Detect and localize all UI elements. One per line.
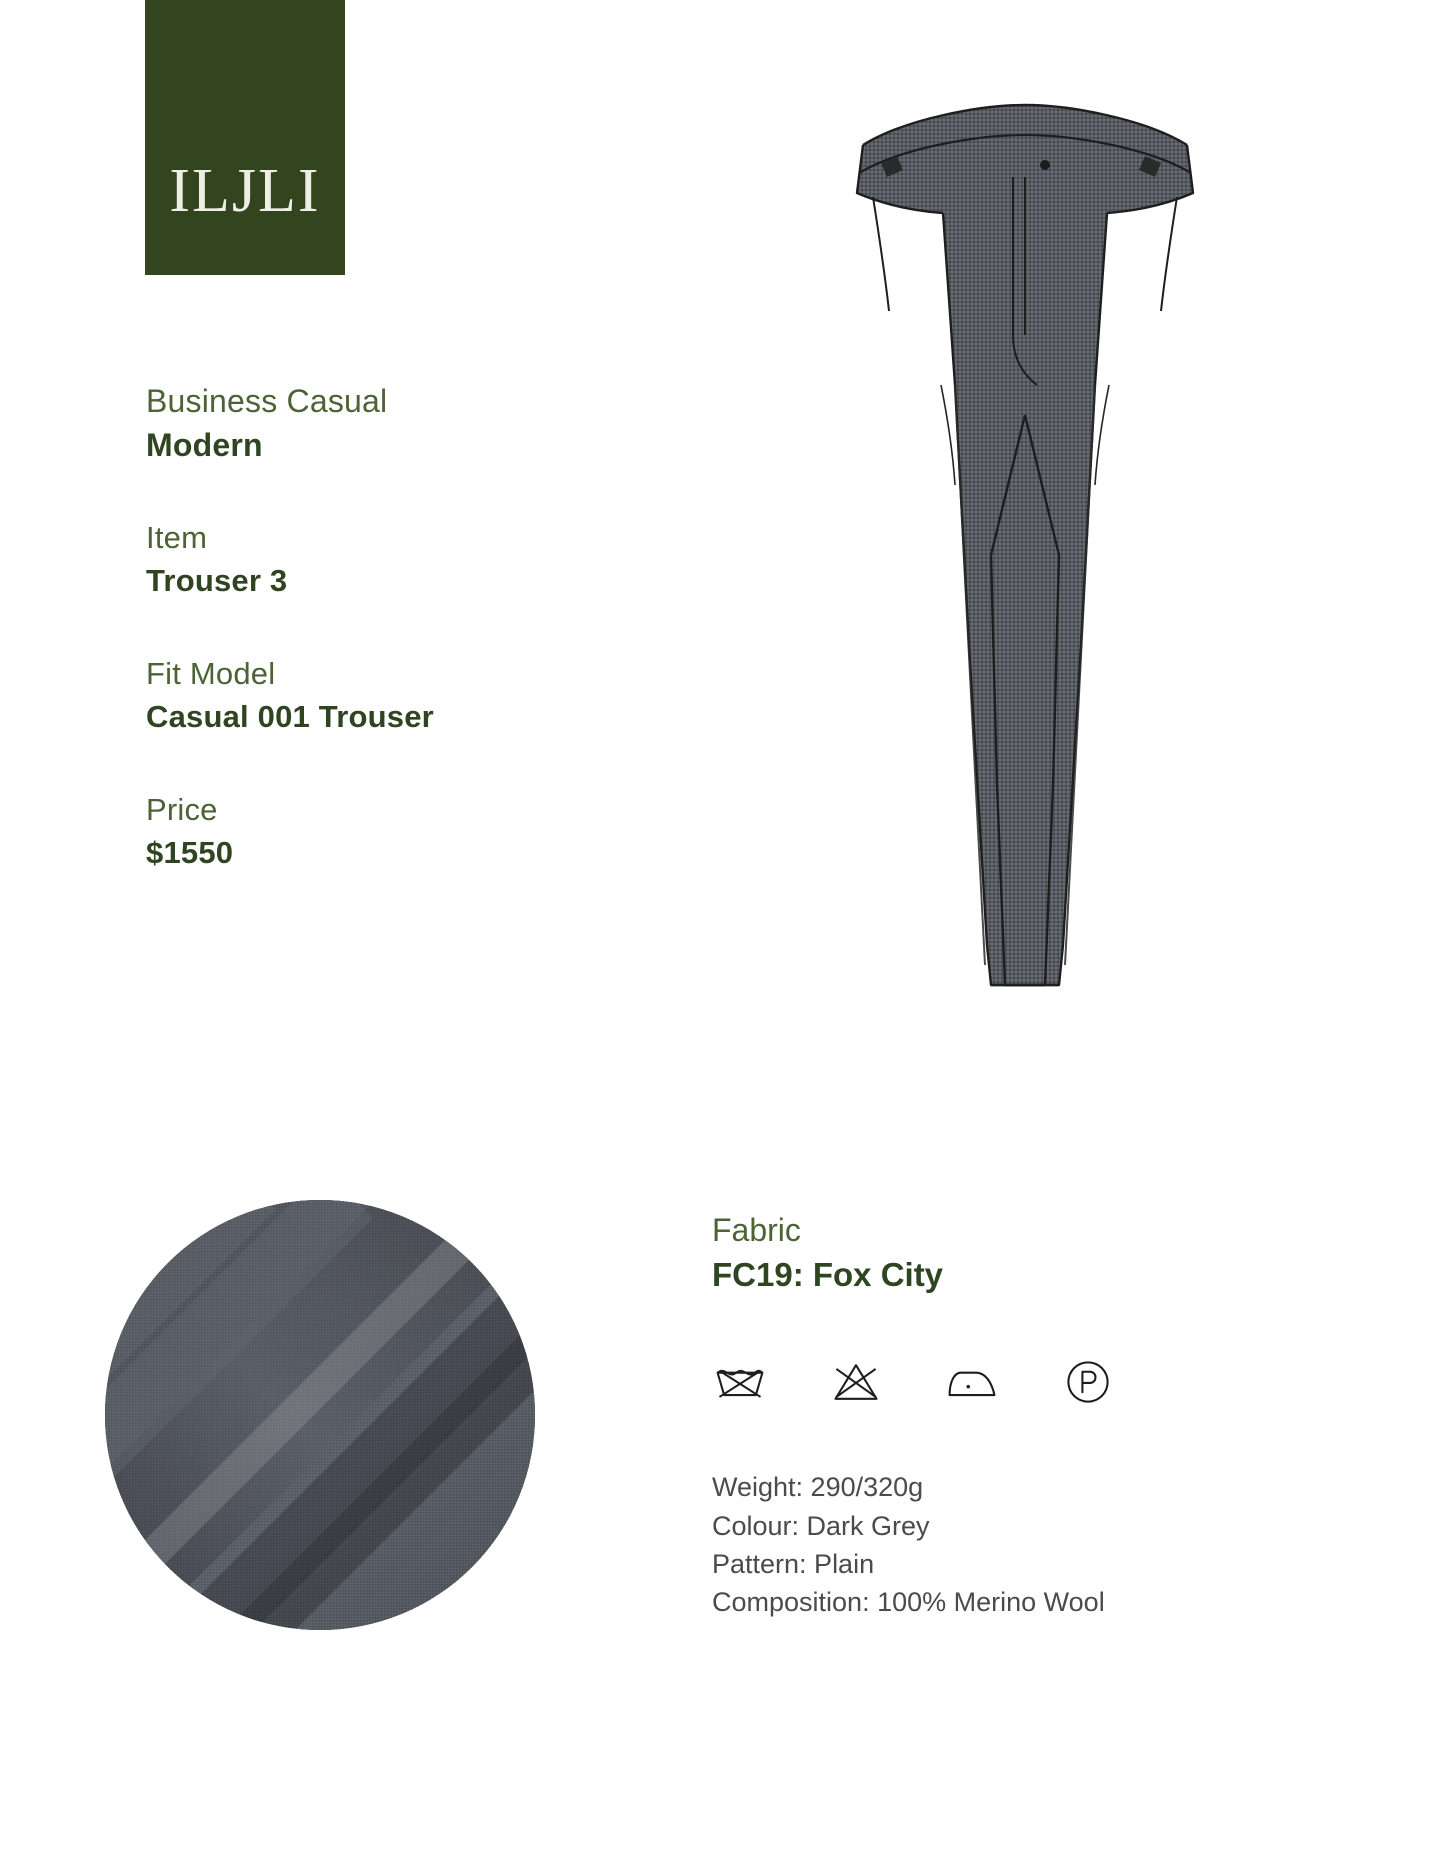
fabric-spec-colour: Colour: Dark Grey	[712, 1510, 930, 1541]
product-category-label: Business Casual	[146, 383, 388, 419]
fabric-label: Fabric	[712, 1212, 801, 1248]
product-info-column	[146, 380, 626, 874]
iron-low-icon	[944, 1354, 1000, 1410]
fabric-info-column	[712, 1210, 1332, 1622]
fabric-spec-weight: Weight: 290/320g	[712, 1472, 924, 1503]
product-price-label: Price	[146, 792, 218, 828]
professional-clean-p-icon	[1060, 1354, 1116, 1410]
do-not-bleach-icon	[828, 1354, 884, 1410]
trouser-technical-drawing	[845, 85, 1205, 1065]
care-symbols-row	[712, 1354, 1332, 1410]
fabric-spec-composition: Composition: 100% Merino Wool	[712, 1587, 1105, 1618]
product-price-field	[146, 790, 626, 874]
fabric-value: FC19: Fox City	[712, 1255, 944, 1293]
product-fit-model-value: Casual 001 Trouser	[146, 699, 434, 735]
fabric-specs-list	[712, 1468, 1332, 1621]
product-item-field	[146, 518, 626, 602]
product-price-value: $1550	[146, 835, 234, 870]
product-fit-model-field	[146, 654, 626, 738]
brand-logo-text: ILJLI	[169, 157, 321, 225]
product-fit-model-label: Fit Model	[146, 656, 276, 692]
brand-logo-block	[145, 0, 345, 275]
product-category-value: Modern	[146, 427, 263, 464]
product-category-field	[146, 380, 626, 466]
product-item-label: Item	[146, 520, 208, 556]
fabric-spec-pattern: Pattern: Plain	[712, 1549, 875, 1580]
fabric-swatch-dark-grey	[105, 1200, 535, 1630]
product-item-value: Trouser 3	[146, 563, 288, 599]
do-not-wash-icon	[712, 1354, 768, 1410]
